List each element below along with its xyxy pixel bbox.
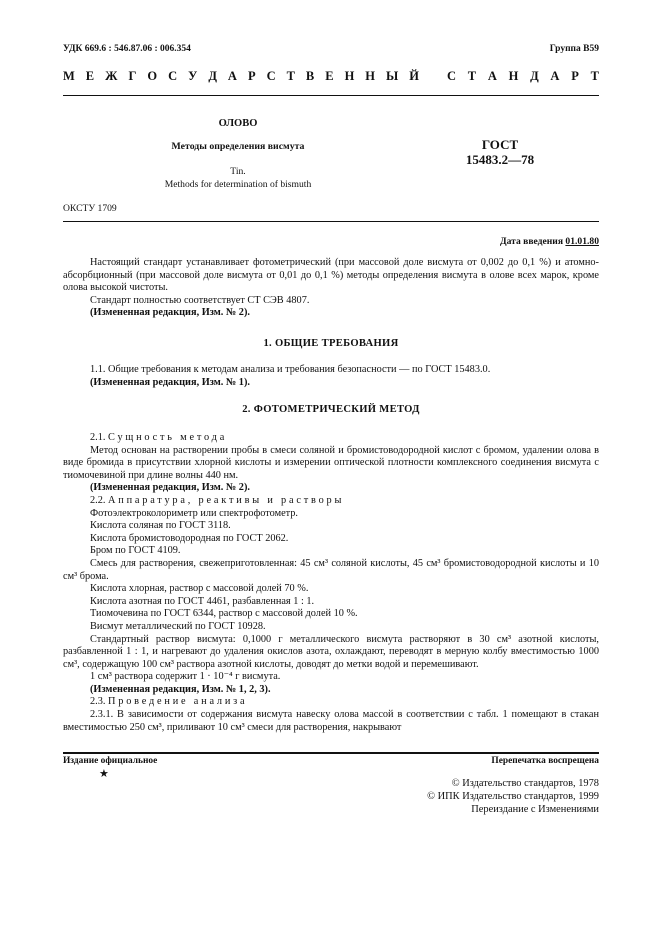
banner-letter: А	[227, 69, 237, 83]
copyright-1999: © ИПК Издательство стандартов, 1999	[427, 791, 599, 802]
intro-revision: (Измененная редакция, Изм. № 2).	[90, 307, 250, 319]
clause-2-1-text: Метод основан на растворении пробы в смеси соляной и бромистоводородной кислот с бромом, удалении олова в виде бромида в присутствии хлорной кислоты и измерении оптической плотности комплексного соединения висмута с тиомочевиной при длине волны 440 нм.	[63, 444, 599, 481]
banner-word-interstate	[63, 69, 419, 84]
banner-letter: В	[305, 69, 315, 83]
banner-letter: Т	[467, 69, 477, 83]
copyright-block	[427, 777, 599, 816]
banner-letter: Е	[325, 69, 334, 83]
section-1-1-text: 1.1. Общие требования к методам анализа и требования безопасности — по ГОСТ 15483.0.	[90, 364, 491, 375]
clause-title: Сущность метода	[108, 432, 228, 443]
solution-concentration: 1 см³ раствора содержит 1 · 10⁻⁴ г висмута.	[90, 671, 281, 683]
banner-letter: У	[188, 69, 198, 83]
clause-2-2-heading	[63, 495, 599, 508]
banner-letter: Т	[590, 69, 599, 83]
clause-number: 2.3.	[90, 696, 106, 708]
clause-2-3-1-text: 2.3.1. В зависимости от содержания висмута навеску олова массой в соответствии с табл. 1 помещают в стакан вместимостью 250 см³, приливают 10 см³ смеси для растворения, накрывают	[63, 709, 599, 733]
banner-letter: Т	[286, 69, 295, 83]
standard-banner	[63, 69, 599, 84]
banner-letter: О	[147, 69, 158, 83]
group-code: Группа В59	[549, 44, 599, 54]
clause-2-2-revision: (Измененная редакция, Изм. № 1, 2, 3).	[90, 683, 271, 695]
banner-letter: Р	[571, 69, 579, 83]
clause-number: 2.2.	[90, 494, 106, 506]
banner-letter: Д	[208, 69, 217, 83]
section-1-heading: 1. ОБЩИЕ ТРЕБОВАНИЯ	[263, 338, 399, 349]
banner-word-standard	[447, 69, 599, 84]
reissue-note: Переиздание с Изменениями	[471, 804, 599, 815]
gost-number: 15483.2—78	[465, 152, 535, 167]
banner-letter: Г	[128, 69, 137, 83]
section-1-revision: (Измененная редакция, Изм. № 1).	[90, 376, 250, 388]
footer-divider	[63, 752, 599, 754]
banner-letter: Е	[85, 69, 95, 83]
clause-2-1-heading	[63, 432, 599, 445]
dissolving-mixture: Смесь для растворения, свежеприготовленная: 45 см³ соляной кислоты, 45 см³ бромистоводородной кислоты и 10 см³ брома.	[63, 557, 599, 582]
reprint-notice: Перепечатка воспрещена	[491, 756, 599, 766]
doc-subtitle: Методы определения висмута	[171, 141, 305, 152]
banner-letter: Й	[409, 69, 419, 83]
clause-title: Проведение анализа	[108, 696, 248, 708]
banner-letter: Н	[344, 69, 355, 83]
banner-letter: С	[447, 69, 457, 83]
section-1-body	[63, 364, 599, 389]
doc-title: ОЛОВО	[218, 118, 258, 129]
intro-date-value: 01.01.80	[565, 236, 599, 247]
reagent-item: Кислота азотная по ГОСТ 4461, разбавленная 1 : 1.	[90, 595, 315, 607]
section-2-heading: 2. ФОТОМЕТРИЧЕСКИЙ МЕТОД	[242, 404, 420, 415]
doc-title-en: Tin.	[230, 166, 246, 177]
star-icon: ★	[99, 768, 109, 780]
banner-letter: Д	[530, 69, 539, 83]
intro-date-label: Дата введения	[499, 236, 564, 247]
clause-2-3-heading	[63, 696, 599, 709]
banner-letter: Н	[508, 69, 519, 83]
standard-solution: Стандартный раствор висмута: 0,1000 г металлического висмута растворяют в 30 см³ азотной кислоты, разбавленной 1 : 1, и нагревают до удаления окислов азота, охлаждают, переводят в мерную колбу вместимостью 1000 см³, содержащую 100 см³ раствора азотной кислоты, доводят до метки водой и перемешивают.	[63, 633, 599, 670]
doc-subtitle-en: Methods for determination of bismuth	[164, 179, 312, 190]
official-edition: Издание официальное	[63, 756, 158, 766]
reagent-item: Висмут металлический по ГОСТ 10928.	[90, 620, 266, 632]
banner-letter: Н	[365, 69, 376, 83]
banner-letter: А	[487, 69, 497, 83]
clause-number: 2.1.	[90, 432, 106, 443]
banner-divider	[63, 95, 599, 96]
banner-letter: Ы	[386, 69, 399, 83]
banner-letter: Р	[247, 69, 256, 83]
reagent-item: Кислота хлорная, раствор с массовой долей 70 %.	[90, 583, 309, 595]
reagent-item: Кислота бромистоводородная по ГОСТ 2062.	[90, 532, 289, 544]
title-divider	[63, 221, 599, 222]
okstu-code: ОКСТУ 1709	[63, 203, 117, 214]
intro-block	[63, 257, 599, 320]
clause-title: Аппаратура, реактивы и растворы	[108, 494, 345, 506]
reagent-item: Кислота соляная по ГОСТ 3118.	[90, 520, 231, 532]
banner-letter: С	[168, 69, 178, 83]
banner-letter: Ж	[105, 69, 118, 83]
intro-date	[500, 236, 599, 247]
reagent-item: Бром по ГОСТ 4109.	[90, 545, 181, 557]
reagent-item: Фотоэлектроколориметр или спектрофотометр.	[90, 507, 298, 519]
copyright-1978: © Издательство стандартов, 1978	[451, 778, 599, 789]
reagent-item: Тиомочевина по ГОСТ 6344, раствор с массовой долей 10 %.	[90, 608, 358, 620]
banner-letter: А	[550, 69, 560, 83]
section-2-body	[63, 432, 599, 734]
intro-paragraph: Настоящий стандарт устанавливает фотометрический (при массовой доле висмута от 0,002 до 0,1 %) и атомно-абсорбционный (при массовой доле висмута от 0,01 до 0,1 %) методы определения висмута в олове всех марок, кроме олова высокой чистоты.	[63, 257, 599, 294]
banner-letter: М	[63, 69, 75, 83]
udc-code: УДК 669.6 : 546.87.06 : 006.354	[63, 44, 191, 54]
gost-label: ГОСТ	[481, 137, 519, 152]
intro-compliance: Стандарт полностью соответствует СТ СЭВ 4807.	[90, 294, 310, 306]
clause-2-1-revision: (Измененная редакция, Изм. № 2).	[90, 482, 250, 494]
banner-letter: С	[266, 69, 276, 83]
